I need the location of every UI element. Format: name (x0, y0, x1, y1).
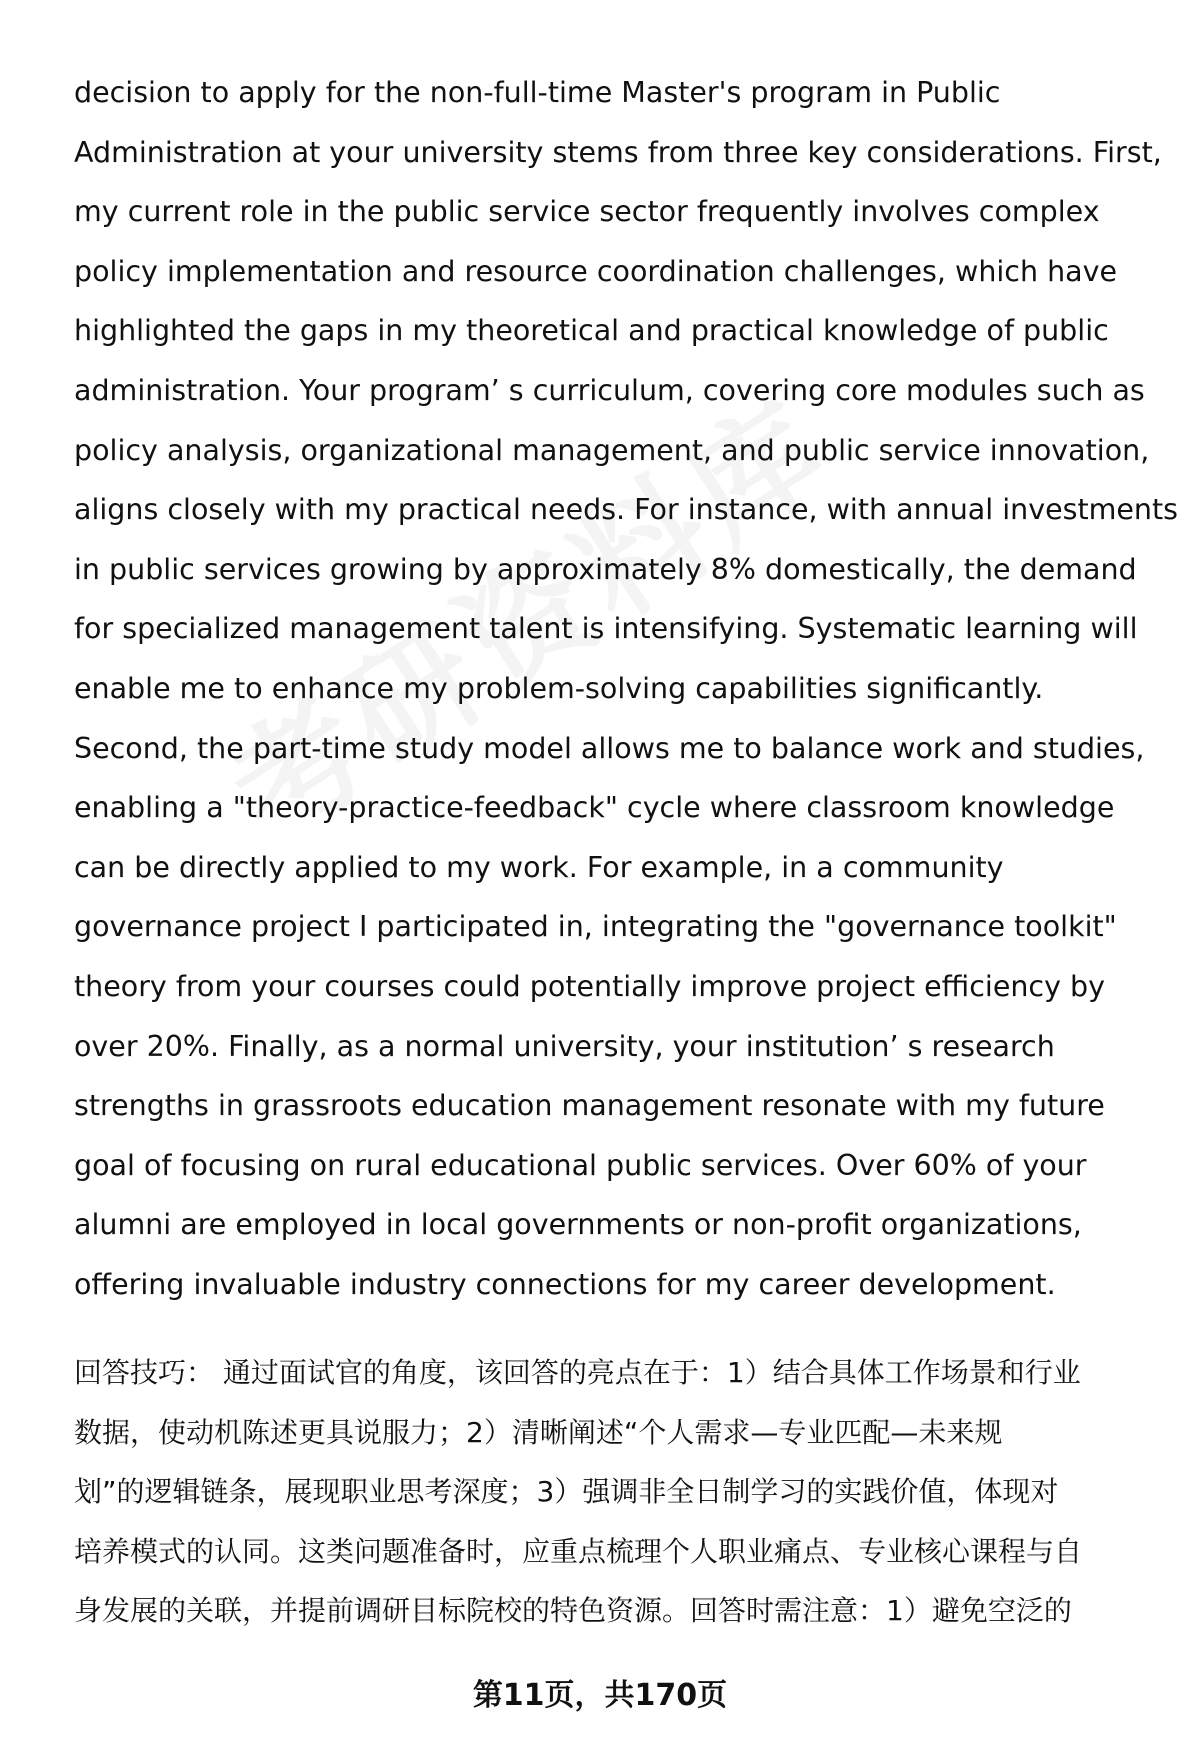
answer-line: my current role in the public service sector frequently involves complex (74, 195, 1100, 229)
answer-line: aligns closely with my practical needs. For instance, with annual investments (74, 493, 1179, 527)
tips-line: 培养模式的认同。这类问题准备时，应重点梳理个人职业痛点、专业核心课程与自 (74, 1534, 1083, 1568)
answer-line: highlighted the gaps in my theoretical and practical knowledge of public (74, 314, 1109, 348)
answer-line: policy analysis, organizational management, and public service innovation, (74, 433, 1150, 467)
page-number-footer: 第11页，共170页 (472, 1678, 728, 1713)
answer-line: goal of focusing on rural educational public services. Over 60% of your (74, 1148, 1087, 1182)
tips-line: 划”的逻辑链条，展现职业思考深度；3）强调非全日制学习的实践价值，体现对 (74, 1475, 1059, 1509)
answer-line: theory from your courses could potentially improve project efficiency by (74, 969, 1105, 1003)
answer-line: offering invaluable industry connections for my career development. (74, 1267, 1056, 1301)
answer-line: strengths in grassroots education management resonate with my future (74, 1089, 1105, 1123)
answer-tips-paragraph (74, 1343, 1154, 1641)
answer-line: administration. Your program’ s curriculum, covering core modules such as (74, 373, 1145, 407)
answer-line: over 20%. Finally, as a normal university, your institution’ s research (74, 1029, 1055, 1063)
answer-line: can be directly applied to my work. For example, in a community (74, 850, 1004, 884)
answer-line: alumni are employed in local governments or non-profit organizations, (74, 1208, 1082, 1242)
answer-line: decision to apply for the non-full-time Master's program in Public (74, 76, 1001, 109)
answer-line: in public services growing by approximately 8% domestically, the demand (74, 552, 1137, 586)
answer-paragraph (74, 63, 1179, 1314)
answer-line: Administration at your university stems from three key considerations. First, (74, 135, 1162, 169)
tips-line: 身发展的关联，并提前调研目标院校的特色资源。回答时需注意：1）避免空泛的 (74, 1594, 1072, 1628)
tips-line: 回答技巧： 通过面试官的角度，该回答的亮点在于：1）结合具体工作场景和行业 (74, 1356, 1081, 1389)
tips-line: 数据，使动机陈述更具说服力；2）清晰阐述“个人需求—专业匹配—未来规 (74, 1415, 1003, 1449)
answer-line: enable me to enhance my problem-solving capabilities significantly. (74, 671, 1044, 705)
answer-line: for specialized management talent is intensifying. Systematic learning will (74, 612, 1138, 646)
answer-line: Second, the part-time study model allows me to balance work and studies, (74, 731, 1145, 765)
answer-line: enabling a "theory-practice-feedback" cycle where classroom knowledge (74, 791, 1115, 825)
answer-line: governance project I participated in, integrating the "governance toolkit" (74, 910, 1117, 944)
answer-line: policy implementation and resource coordination challenges, which have (74, 254, 1118, 288)
